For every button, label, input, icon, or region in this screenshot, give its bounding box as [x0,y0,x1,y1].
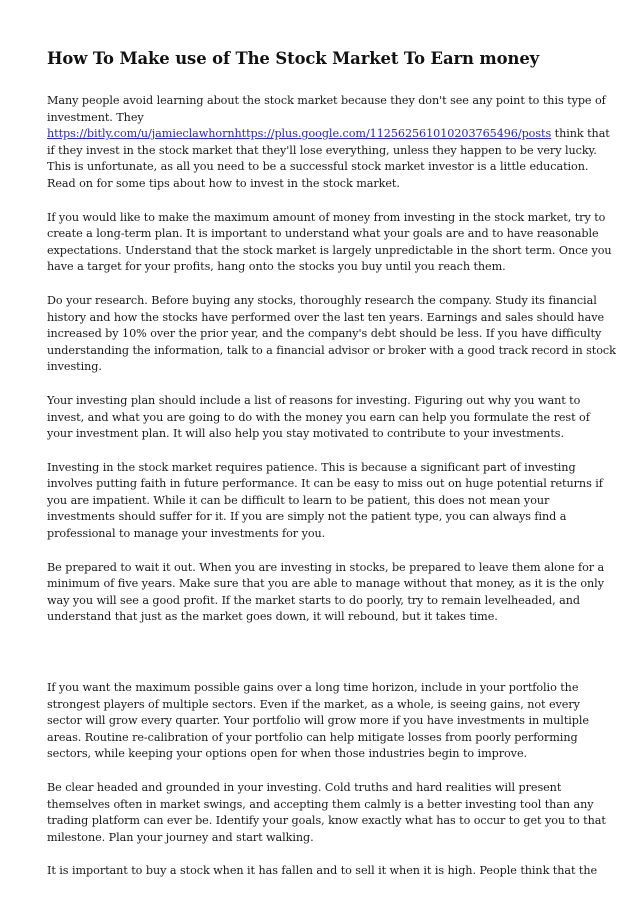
paragraph-line: expectations. Understand that the stock market is largely unpredictable in the short term. Once you [47,243,612,257]
paragraph-line: investing. [47,360,102,374]
document-page [47,48,616,897]
blank-spacer [47,643,597,680]
paragraph-line: areas. Routine re-calibration of your portfolio can help mitigate losses from poorly performing [47,730,578,744]
paragraph-line: investments should suffer for it. If you are simply not the patient type, you can always find a [47,510,567,524]
paragraph-5 [47,460,603,543]
paragraph-8 [47,780,606,846]
paragraph-line: create a long-term plan. It is important to understand what your goals are and to have reasonable [47,227,599,241]
paragraph-line: sectors, while keeping your options open for when those industries begin to improve. [47,747,527,761]
paragraph-line: Investing in the stock market requires patience. This is because a significant part of investing [47,460,576,474]
paragraph-line: Be clear headed and grounded in your investing. Cold truths and hard realities will present [47,781,562,794]
paragraph-line: Be prepared to wait it out. When you are investing in stocks, be prepared to leave them alone for a [47,560,605,574]
paragraph-line: themselves often in market swings, and accepting them calmly is a better investing tool than any [47,797,594,811]
paragraph-line: Read on for some tips about how to invest in the stock market. [47,176,400,190]
link-trailing-text: think that [551,127,610,141]
paragraph-1 [47,93,610,193]
page-title: How To Make use of The Stock Market To Earn money [47,49,540,68]
paragraph-line-with-link [47,126,610,143]
paragraph-line: Do your research. Before buying any stocks, thoroughly research the company. Study its financial [47,293,597,307]
paragraph-line: strongest players of multiple sectors. Even if the market, as a whole, is seeing gains, not every [47,697,580,711]
paragraph-line: Many people avoid learning about the stock market because they don't see any point to this type of [47,94,606,107]
paragraph-line: understand that just as the market goes down, it will rebound, but it takes time. [47,610,498,624]
paragraph-line: your investment plan. It will also help you stay motivated to contribute to your investments. [47,427,564,441]
paragraph-line: It is important to buy a stock when it has fallen and to sell it when it is high. People think that the [47,864,598,878]
paragraph-line: history and how the stocks have performed over the last ten years. Earnings and sales should have [47,310,605,324]
paragraph-line: minimum of five years. Make sure that you are able to manage without that money, as it is the only [47,577,604,591]
paragraph-line: way you will see a good profit. If the market starts to do poorly, try to remain levelheaded, and [47,593,580,607]
paragraph-4 [47,393,597,443]
paragraph-line: invest, and what you are going to do with the money you earn can help you formulate the rest of [47,410,590,424]
paragraph-line: professional to manage your investments for you. [47,527,326,541]
paragraph-6 [47,560,605,626]
paragraph-line: if they invest in the stock market that they'll lose everything, unless they happen to be very lucky. [47,143,597,157]
paragraph-line: you are impatient. While it can be difficult to learn to be patient, this does not mean your [47,493,550,507]
paragraph-line: increased by 10% over the prior year, and the company's debt should be less. If you have difficulty [47,327,602,341]
paragraph-9 [47,863,597,880]
paragraph-2 [47,210,612,276]
paragraph-7 [47,680,597,763]
paragraph-line: investment. They [47,110,144,124]
paragraph-line: If you want the maximum possible gains over a long time horizon, include in your portfolio the [47,681,579,695]
paragraph-line: sector will grow every quarter. Your portfolio will grow more if you have investments in multiple [47,714,589,728]
paragraph-line: understanding the information, talk to a financial advisor or broker with a good track record in stock [47,343,616,357]
paragraph-line: have a target for your profits, hang onto the stocks you buy until you reach them. [47,260,506,274]
paragraph-line: Your investing plan should include a list of reasons for investing. Figuring out why you want to [47,393,581,407]
profile-link[interactable]: https://bitly.com/u/jamieclawhornhttps://plus.google.com/112562561010203765496/posts [47,127,552,141]
paragraph-line: trading platform can ever be. Identify your goals, know exactly what has to occur to get you to that [47,814,606,828]
paragraph-line: If you would like to make the maximum amount of money from investing in the stock market, try to [47,210,606,224]
paragraph-3 [47,293,616,376]
paragraph-line: This is unfortunate, as all you need to be a successful stock market investor is a little education. [47,160,589,174]
paragraph-line: milestone. Plan your journey and start walking. [47,830,314,844]
paragraph-line: involves putting faith in future performance. It can be easy to miss out on huge potential returns if [47,477,603,491]
